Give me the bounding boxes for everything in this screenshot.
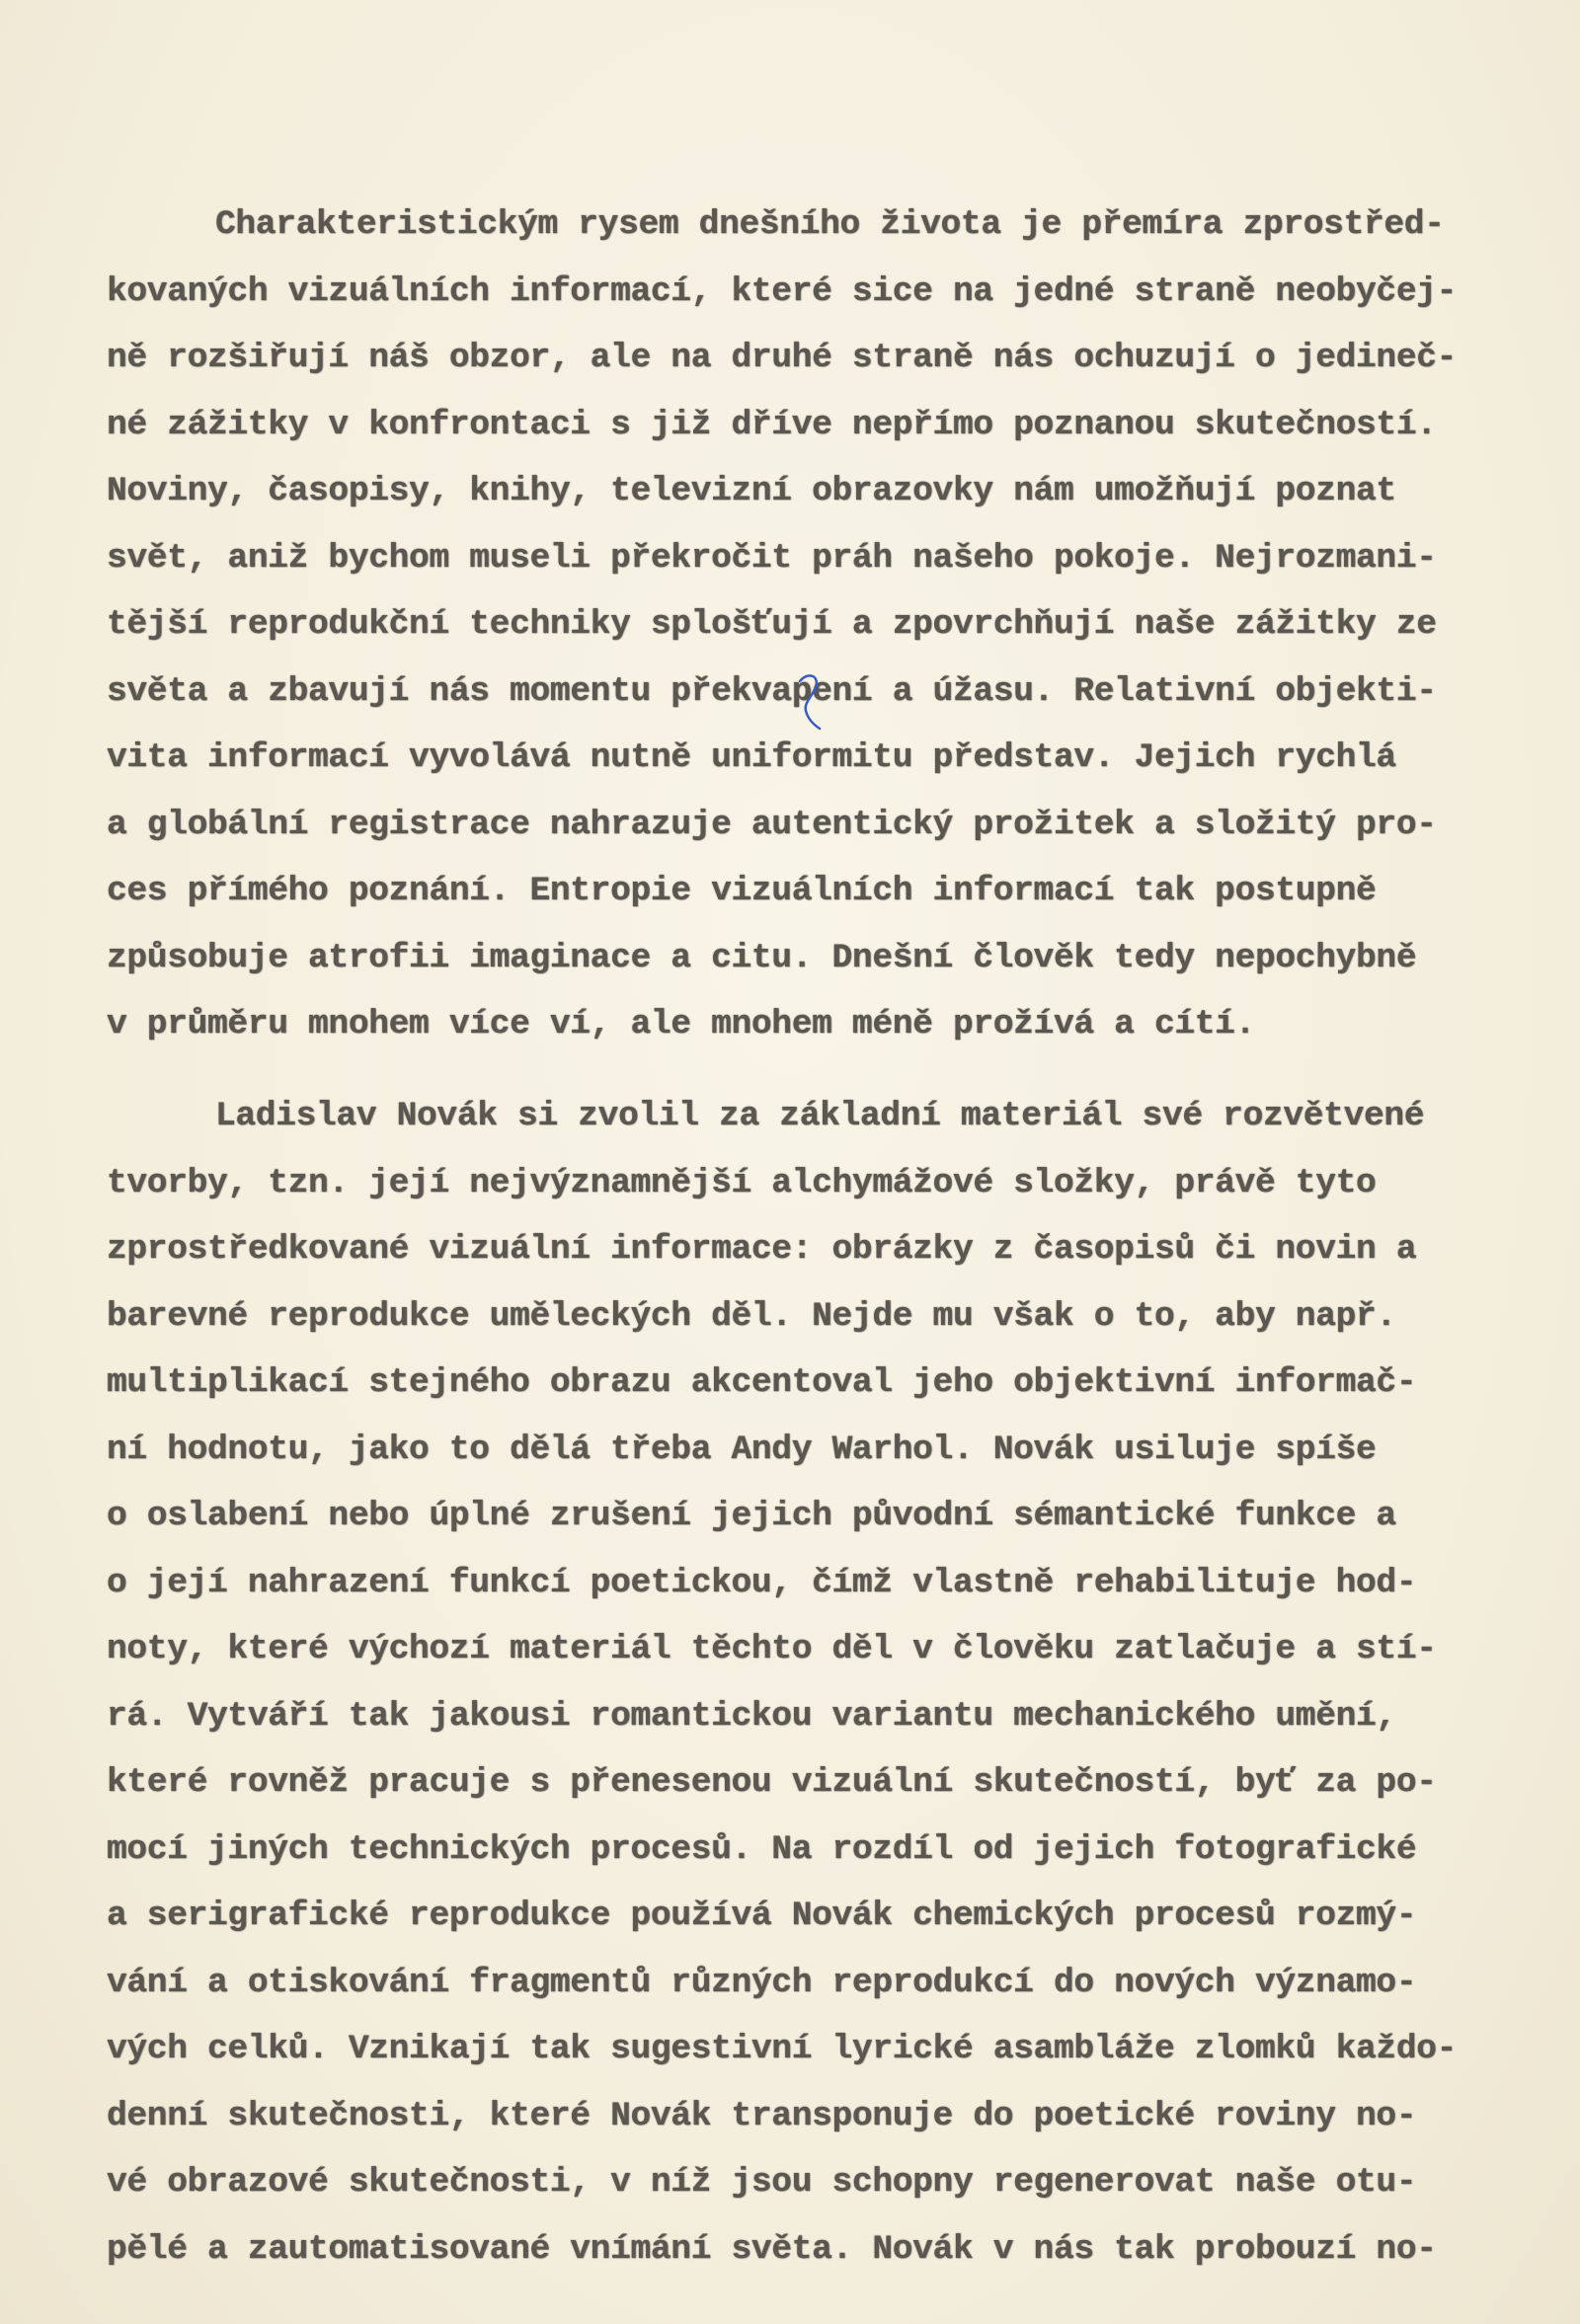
text-line: o její nahrazení funkcí poetickou, čímž vlastně rehabilituje hod-: [107, 1563, 1417, 1602]
text-line: vání a otiskování fragmentů různých reprodukcí do nových významo-: [107, 1963, 1417, 2002]
paragraph-2: [107, 1083, 1509, 2283]
text-line: a serigrafické reprodukce používá Novák chemických procesů rozmý-: [107, 1897, 1417, 1935]
text-line: Charakteristickým rysem dnešního života je přemíra zprostřed-: [215, 205, 1445, 244]
text-line: vita informací vyvolává nutně uniformitu představ. Jejich rychlá: [107, 738, 1396, 777]
text-line: multiplikací stejného obrazu akcentoval jeho objektivní informač-: [107, 1363, 1417, 1402]
text-line: noty, které výchozí materiál těchto děl v člověku zatlačuje a stí-: [107, 1630, 1437, 1668]
text-line: kovaných vizuálních informací, které sice na jedné straně neobyčej-: [107, 271, 1458, 311]
paragraph-1: [107, 192, 1509, 1058]
text-line: Noviny, časopisy, knihy, televizní obrazovky nám umožňují poznat: [107, 472, 1396, 510]
text-line: v průměru mnohem více ví, ale mnohem méně prožívá a cítí.: [107, 1005, 1255, 1044]
text-line: ní hodnotu, jako to dělá třeba Andy Warhol. Novák usiluje spíše: [107, 1430, 1377, 1469]
text-line: které rovněž pracuje s přenesenou vizuální skutečností, byť za po-: [107, 1763, 1437, 1802]
text-line: ces přímého poznání. Entropie vizuálních informací tak postupně: [107, 872, 1377, 910]
text-line: tvorby, tzn. její nejvýznamnější alchymážové složky, právě tyto: [107, 1163, 1377, 1202]
text-line: zprostředkované vizuální informace: obrázky z časopisů či novin a: [107, 1230, 1417, 1269]
text-line: a globální registrace nahrazuje autentický prožitek a složitý pro-: [107, 805, 1437, 844]
text-line: vé obrazové skutečnosti, v níž jsou schopny regenerovat naše otu-: [107, 2163, 1417, 2202]
text-line: né zážitky v konfrontaci s již dříve nepřímo poznanou skutečností.: [107, 405, 1437, 444]
text-line: mocí jiných technických procesů. Na rozdíl od jejich fotografické: [107, 1829, 1417, 1869]
text-line: světa a zbavují nás momentu překvapení a úžasu. Relativní objekti-: [107, 671, 1437, 711]
text-line: svět, aniž bychom museli překročit práh našeho pokoje. Nejrozmani-: [107, 538, 1437, 578]
handwritten-mark-2: [790, 671, 830, 731]
text-line: tější reprodukční techniky splošťují a zpovrchňují naše zážitky ze: [107, 605, 1437, 644]
text-line: ně rozšiřují náš obzor, ale na druhé straně nás ochuzují o jedineč-: [107, 339, 1458, 377]
text-line: Ladislav Novák si zvolil za základní materiál své rozvětvené: [215, 1097, 1425, 1135]
text-line: o oslabení nebo úplné zrušení jejich původní sémantické funkce a: [107, 1497, 1396, 1535]
text-line: denní skutečnosti, které Novák transponuje do poetické roviny no-: [107, 2096, 1417, 2135]
text-line: barevné reprodukce uměleckých děl. Nejde mu však o to, aby např.: [107, 1296, 1396, 1336]
text-line: vých celků. Vznikají tak sugestivní lyrické asambláže zlomků každo-: [107, 2030, 1458, 2068]
text-line: rá. Vytváří tak jakousi romantickou variantu mechanického umění,: [107, 1696, 1396, 1736]
text-line: způsobuje atrofii imaginace a citu. Dnešní člověk tedy nepochybně: [107, 938, 1417, 977]
text-line: pělé a zautomatisované vnímání světa. Novák v nás tak probouzí no-: [107, 2229, 1437, 2269]
